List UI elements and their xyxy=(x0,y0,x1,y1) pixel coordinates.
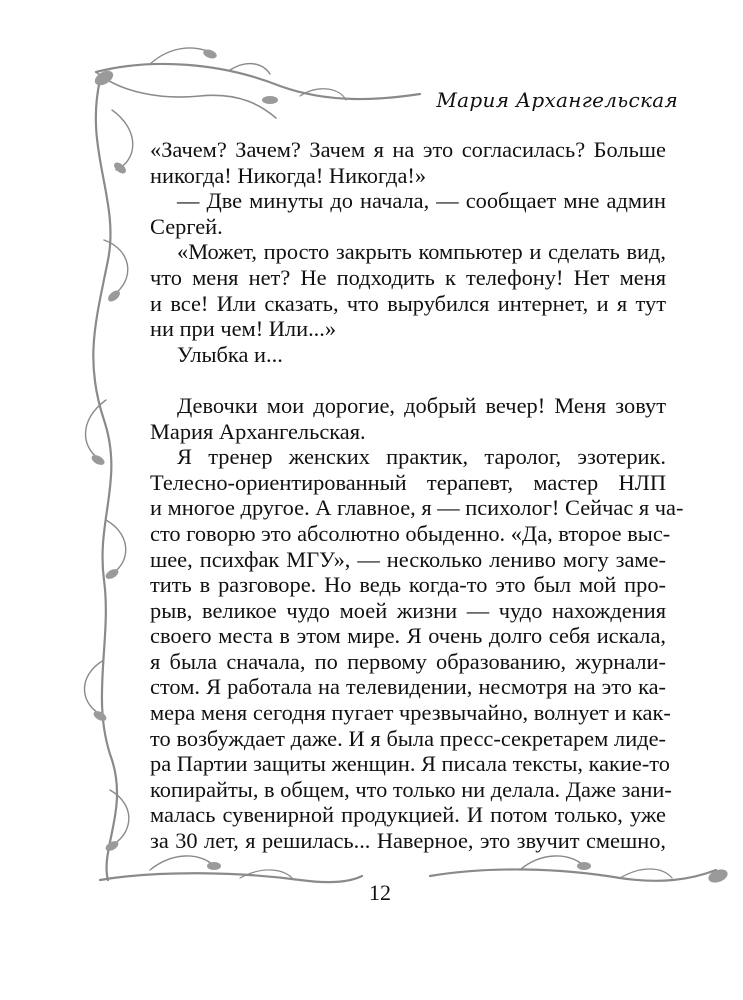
text-line: мера меня сегодня пугает чрезвычайно, волнует и как- xyxy=(150,700,671,726)
page-number: 12 xyxy=(369,880,391,905)
text-line: малась сувенирной продукцией. И потом только, уже xyxy=(150,802,666,828)
text-line: «Может, просто закрыть компьютер и сделать вид, xyxy=(177,239,666,265)
text-line: «Зачем? Зачем? Зачем я на это согласилась? Больше xyxy=(150,137,666,162)
running-header: Мария Архангельская xyxy=(436,88,678,112)
text-line: своего места в этом мире. Я очень долго себя искала, xyxy=(150,623,666,649)
text-line: Мария Архангельская. xyxy=(150,418,366,444)
text-line: то возбуждает даже. И я была пресс-секретарем лиде- xyxy=(150,725,666,751)
text-line: никогда! Никогда! Никогда!» xyxy=(150,162,427,188)
text-line: тить в разговоре. Но ведь когда-то это был мой про- xyxy=(150,572,666,598)
text-line: и все! Или сказать, что вырубился интернет, и я тут xyxy=(150,290,666,316)
text-line: Я тренер женских практик, таролог, эзотерик. xyxy=(177,444,666,470)
text-line: шее, психфак МГУ», — несколько лениво могу заме- xyxy=(150,546,666,572)
text-line: копирайты, в общем, что только ни делала. Даже зани- xyxy=(150,776,672,802)
text-line: Девочки мои дорогие, добрый вечер! Меня зовут xyxy=(177,392,666,418)
text-line: Сергей. xyxy=(150,213,223,239)
text-line: стом. Я работала на телевидении, несмотря на это ка- xyxy=(150,674,666,700)
text-line: за 30 лет, я решилась... Наверное, это звучит смешно, xyxy=(150,828,666,854)
text-line: Улыбка и... xyxy=(177,341,283,367)
text-line: — Две минуты до начала, — сообщает мне админ xyxy=(177,188,666,214)
text-line: что меня нет? Не подходить к телефону! Нет меня xyxy=(150,264,666,290)
text-line: я была сначала, по первому образованию, журнали- xyxy=(150,648,666,674)
body-text xyxy=(150,137,684,854)
text-line: и многое другое. А главное, я — психолог! Сейчас я ча- xyxy=(150,495,684,521)
text-line: ни при чем! Или...» xyxy=(150,316,337,342)
paragraph-gap xyxy=(150,367,666,393)
text-line: сто говорю это абсолютно обыденно. «Да, второе выс- xyxy=(150,520,671,546)
text-line: ра Партии защиты женщин. Я писала тексты, какие-то xyxy=(150,751,670,777)
text-line: Телесно-ориентированный терапевт, мастер НЛП xyxy=(150,469,666,495)
text-line: рыв, великое чудо моей жизни — чудо нахождения xyxy=(150,597,666,623)
